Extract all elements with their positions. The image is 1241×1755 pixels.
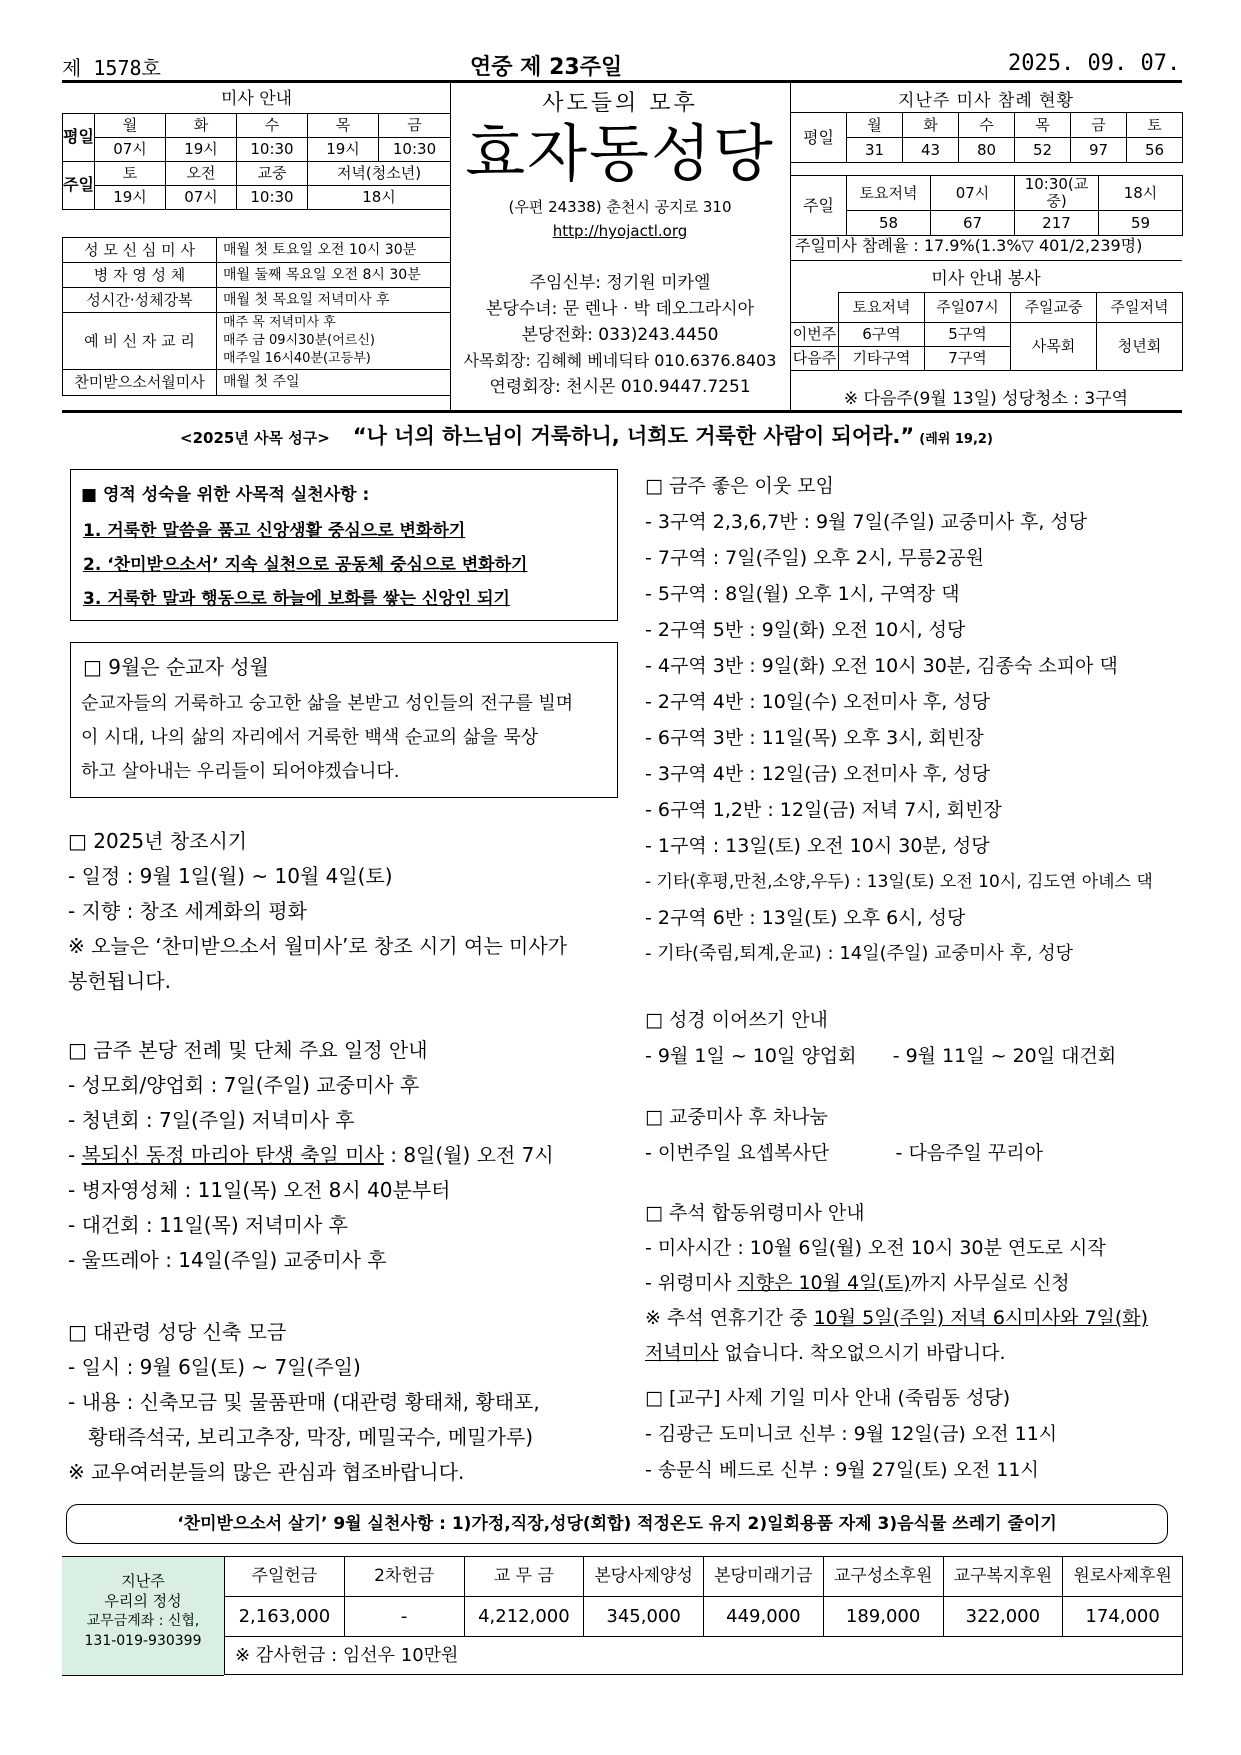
sunday-head: 저녁(청소년) <box>308 161 451 185</box>
creation-title: □ 2025년 창조시기 <box>68 829 248 853</box>
motto-ref: (레위 19,2) <box>919 432 993 447</box>
offering-value: 174,000 <box>1063 1597 1183 1637</box>
row-label: 성시간·성체강복 <box>63 288 217 313</box>
row-value-line: 매주 금 09시30분(어르신) <box>223 333 375 348</box>
feast-time: : 8일(월) 오전 7시 <box>383 1143 554 1167</box>
neighbors-line: - 6구역 1,2반 : 12일(금) 저녁 7시, 회빈장 <box>645 799 1002 821</box>
weekday-day: 수 <box>237 113 308 137</box>
parish-name: 효자동성당 <box>465 117 775 190</box>
staff-line: 사목회장: 김혜혜 베네딕타 010.6376.8403 <box>463 351 777 370</box>
weekday-time: 07시 <box>95 137 166 161</box>
offering-value: 345,000 <box>584 1597 704 1637</box>
row-value: 매월 첫 토요일 오전 10시 30분 <box>217 238 451 263</box>
offering-head: 교 무 금 <box>464 1557 584 1597</box>
offering-thanks: ※ 감사헌금 : 임선우 10만원 <box>225 1637 1183 1675</box>
tea-line: - 이번주일 요셉복사단 - 다음주일 꾸리아 <box>645 1142 1043 1164</box>
service-head: 주일교중 <box>1011 293 1097 323</box>
offering-head: 주일헌금 <box>225 1557 345 1597</box>
neighbors-line: - 2구역 5반 : 9일(화) 오전 10시, 성당 <box>645 619 966 641</box>
chuseok-line <box>645 1336 1148 1371</box>
offering-value: 322,000 <box>943 1597 1063 1637</box>
weekday-time: 10:30 <box>237 137 308 161</box>
martyrs-line: 하고 살아내는 우리들이 되어야겠습니다. <box>81 761 400 782</box>
chuseok-line: - 미사시간 : 10월 6일(월) 오전 10시 30분 연도로 시작 <box>645 1237 1106 1259</box>
diocese-title: □ [교구] 사제 기일 미사 안내 (죽림동 성당) <box>645 1387 1011 1409</box>
row-value: 매월 첫 주일 <box>217 370 451 396</box>
attendance-day: 목 <box>1015 113 1071 138</box>
attendance-count: 31 <box>847 138 903 163</box>
schedule-line: - 병자영성체 : 11일(목) 오전 8시 40분부터 <box>68 1178 451 1202</box>
attendance-weekday-table <box>790 112 1183 163</box>
weekday-time: 19시 <box>308 137 379 161</box>
neighbors-line: - 7구역 : 7일(주일) 오후 2시, 무릉2공원 <box>645 547 984 569</box>
chuseok-text: 까지 사무실로 신청 <box>910 1272 1070 1294</box>
header-bottom-rule <box>62 410 1182 413</box>
neighbors-line: - 2구역 4반 : 10일(수) 오전미사 후, 성당 <box>645 691 991 713</box>
service-cell: 7구역 <box>925 347 1011 371</box>
weekday-label: 평일 <box>63 113 95 161</box>
sunday-head: 오전 <box>166 161 237 185</box>
service-head: 주일07시 <box>925 293 1011 323</box>
weekday-day: 목 <box>308 113 379 137</box>
mass-title: 미사 안내 <box>63 86 451 113</box>
fundraise-title: □ 대관령 성당 신축 모금 <box>68 1320 287 1344</box>
attendance-weekday-label: 평일 <box>791 113 847 163</box>
parish-subtitle: 사도들의 모후 <box>542 91 698 116</box>
attendance-sunday-head: 토요저녁 <box>847 176 931 211</box>
offering-head: 2차헌금 <box>344 1557 464 1597</box>
sunday-time: 19시 <box>95 185 166 209</box>
cleaning-notice: ※ 다음주(9월 13일) 성당청소 : 3구역 <box>843 389 1129 409</box>
sunday-time: 07시 <box>166 185 237 209</box>
schedule-line: - 대건회 : 11일(목) 저녁미사 후 <box>68 1213 348 1237</box>
sunday-head: 토 <box>95 161 166 185</box>
attendance-count: 52 <box>1015 138 1071 163</box>
schedule-section <box>68 1033 554 1278</box>
offering-label: 지난주 <box>121 1572 165 1590</box>
staff-line: 주임신부: 정기원 미카엘 <box>529 273 711 293</box>
practice-item: 2. ‘찬미받으소서’ 지속 실천으로 공동체 중심으로 변화하기 <box>83 555 528 575</box>
martyrs-line: 이 시대, 나의 삶의 자리에서 거룩한 백색 순교의 삶을 묵상 <box>81 727 539 748</box>
chuseok-underline: 10월 5일(주일) 저녁 6시미사와 7일(화) <box>813 1307 1149 1329</box>
mass-schedule-table <box>62 86 451 210</box>
service-merged: 사목회 <box>1011 323 1097 371</box>
mass-extra-table <box>62 237 451 396</box>
row-label: 병 자 영 성 체 <box>63 263 217 288</box>
tea-title: □ 교중미사 후 차나눔 <box>645 1106 828 1128</box>
attendance-sunday-head: 10:30(교중) <box>1015 176 1099 211</box>
weekday-day: 월 <box>95 113 166 137</box>
practice-box <box>70 469 618 621</box>
attendance-count: 43 <box>903 138 959 163</box>
schedule-line: - 청년회 : 7일(주일) 저녁미사 후 <box>68 1108 355 1132</box>
offering-head: 본당사제양성 <box>584 1557 704 1597</box>
practice-item: 1. 거룩한 말씀을 품고 신앙생활 중심으로 변화하기 <box>83 521 466 541</box>
divider <box>790 80 791 410</box>
service-head: 주일저녁 <box>1097 293 1183 323</box>
creation-line: - 지향 : 창조 세계화의 평화 <box>68 899 307 923</box>
header-rule <box>62 80 1182 83</box>
row-label: 찬미받으소서월미사 <box>63 370 217 396</box>
bible-title: □ 성경 이어쓰기 안내 <box>645 1009 828 1031</box>
service-cell: 5구역 <box>925 323 1011 347</box>
offering-head: 교구성소후원 <box>823 1557 943 1597</box>
chuseok-line <box>645 1301 1148 1336</box>
divider <box>790 260 1182 261</box>
sunday-head: 교중 <box>237 161 308 185</box>
parish-website-link[interactable]: http://hyojactl.org <box>552 222 688 240</box>
attendance-day: 화 <box>903 113 959 138</box>
offering-value: 449,000 <box>704 1597 824 1637</box>
row-value-line: 매주일 16시40분(고등부) <box>223 351 371 366</box>
offering-head: 원로사제후원 <box>1063 1557 1183 1597</box>
attendance-rate: 주일미사 참례율 : 17.9%(1.3%▽ 401/2,239명) <box>795 236 1143 255</box>
attendance-sunday-count: 217 <box>1015 211 1099 236</box>
offering-value: 2,163,000 <box>225 1597 345 1637</box>
diocese-line: - 김광근 도미니코 신부 : 9월 12일(금) 오전 11시 <box>645 1423 1058 1445</box>
chuseok-title: □ 추석 합동위령미사 안내 <box>645 1202 865 1224</box>
issue-number: 제 1578호 <box>62 56 161 80</box>
bible-section <box>645 1002 1116 1074</box>
creation-section <box>68 824 567 999</box>
neighbors-line: - 5구역 : 8일(월) 오후 1시, 구역장 댁 <box>645 583 960 605</box>
parish-address: (우편 24338) 춘천시 공지로 310 <box>508 198 732 216</box>
schedule-title: □ 금주 본당 전례 및 단체 주요 일정 안내 <box>68 1038 428 1062</box>
attendance-day: 토 <box>1127 113 1183 138</box>
neighbors-line: - 3구역 2,3,6,7반 : 9월 7일(주일) 교중미사 후, 성당 <box>645 511 1088 533</box>
attendance-day: 수 <box>959 113 1015 138</box>
offering-label: 교무금계좌 : 신협, <box>86 1613 200 1629</box>
attendance-sunday-count: 59 <box>1099 211 1183 236</box>
service-merged: 청년회 <box>1097 323 1183 371</box>
offering-label: 우리의 정성 <box>104 1592 182 1610</box>
laudato-text: ‘찬미받으소서 살기’ 9월 실천사항 : 1)가정,직장,성당(회합) 적정온도 유지 2)일회용품 자제 3)음식물 쓰레기 줄이기 <box>177 1514 1057 1534</box>
schedule-line: - 성모회/양업회 : 7일(주일) 교중미사 후 <box>68 1073 420 1097</box>
service-table <box>790 292 1183 371</box>
service-cell: 6구역 <box>839 323 925 347</box>
laudato-banner <box>66 1504 1168 1544</box>
attendance-sunday-head: 07시 <box>931 176 1015 211</box>
chuseok-section <box>645 1196 1148 1371</box>
service-row-label: 다음주 <box>791 347 839 371</box>
diocese-section <box>645 1380 1057 1488</box>
attendance-sunday-table <box>790 175 1183 236</box>
staff-line: 본당전화: 033)243.4450 <box>521 325 719 345</box>
fundraise-line: ※ 교우여러분들의 많은 관심과 협조바랍니다. <box>68 1460 465 1484</box>
chuseok-line <box>645 1266 1148 1301</box>
martyrs-box <box>70 642 618 798</box>
creation-line: 봉헌됩니다. <box>68 969 171 993</box>
staff-line: 연령회장: 천시몬 010.9447.7251 <box>489 377 751 397</box>
neighbors-line: - 기타(후평,만천,소양,우두) : 13일(토) 오전 10시, 김도연 아녜스 댁 <box>645 872 1153 892</box>
attendance-sunday-count: 67 <box>931 211 1015 236</box>
row-label: 예 비 신 자 교 리 <box>63 313 217 370</box>
neighbors-line: - 2구역 6반 : 13일(토) 오후 6시, 성당 <box>645 907 966 929</box>
attendance-title: 지난주 미사 참례 현황 <box>897 91 1074 111</box>
offering-label: 131-019-930399 <box>84 1633 202 1649</box>
neighbors-line: - 1구역 : 13일(토) 오전 10시 30분, 성당 <box>645 835 990 857</box>
feast-name: 복되신 동정 마리아 탄생 축일 미사 <box>81 1143 384 1167</box>
schedule-line: - 울뜨레아 : 14일(주일) 교중미사 후 <box>68 1248 387 1272</box>
weekday-time: 10:30 <box>379 137 451 161</box>
chuseok-underline: 지향은 10월 4일(토) <box>737 1272 911 1294</box>
chuseok-text: - 위령미사 <box>645 1272 738 1294</box>
row-value: 매월 둘째 목요일 오전 8시 30분 <box>217 263 451 288</box>
martyrs-line: 순교자들의 거룩하고 숭고한 삶을 본받고 성인들의 전구를 빌며 <box>81 693 574 714</box>
offering-value: 4,212,000 <box>464 1597 584 1637</box>
creation-line: - 일정 : 9월 1일(월) ~ 10월 4일(토) <box>68 864 393 888</box>
attendance-sunday-head: 18시 <box>1099 176 1183 211</box>
service-row-label: 이번주 <box>791 323 839 347</box>
fundraise-section <box>68 1315 540 1490</box>
divider <box>450 80 451 410</box>
attendance-sunday-count: 58 <box>847 211 931 236</box>
practice-title: ■ 영적 성숙을 위한 사목적 실천사항 : <box>81 485 370 505</box>
neighbors-line: - 4구역 3반 : 9일(화) 오전 10시 30분, 김종숙 소피아 댁 <box>645 655 1118 677</box>
attendance-count: 56 <box>1127 138 1183 163</box>
offering-table <box>224 1556 1183 1675</box>
row-value: 매월 첫 목요일 저녁미사 후 <box>217 288 451 313</box>
martyrs-title: □ 9월은 순교자 성월 <box>83 655 269 679</box>
parish-staff <box>450 270 790 400</box>
motto-text: “나 너의 하느님이 거룩하니, 너희도 거룩한 사람이 되어라.” <box>352 424 915 448</box>
schedule-line-feast: - 복되신 동정 마리아 탄생 축일 미사 : 8일(월) 오전 7시 <box>68 1143 554 1167</box>
motto <box>180 420 993 450</box>
attendance-day: 금 <box>1071 113 1127 138</box>
attendance-count: 80 <box>959 138 1015 163</box>
chuseok-underline: 저녁미사 <box>645 1342 719 1364</box>
fundraise-line: - 내용 : 신축모금 및 물품판매 (대관령 황태채, 황태포, <box>68 1390 540 1414</box>
weekday-day: 화 <box>166 113 237 137</box>
practice-item: 3. 거룩한 말과 행동으로 하늘에 보화를 쌓는 신앙인 되기 <box>83 589 510 609</box>
sunday-label: 주일 <box>63 161 95 209</box>
neighbors-section <box>645 468 1153 972</box>
neighbors-line: - 6구역 3반 : 11일(목) 오후 3시, 회빈장 <box>645 727 984 749</box>
neighbors-title: □ 금주 좋은 이웃 모임 <box>645 475 834 497</box>
liturgical-week: 연중 제 23주일 <box>470 55 623 80</box>
offering-head: 본당미래기금 <box>704 1557 824 1597</box>
chuseok-text: 없습니다. 착오없으시기 바랍니다. <box>718 1342 1006 1364</box>
empty-cell <box>791 293 839 323</box>
staff-line: 본당수녀: 문 렌나 · 박 데오그라시아 <box>485 299 755 319</box>
issue-date: 2025. 09. 07. <box>1008 51 1181 76</box>
fundraise-line: - 일시 : 9월 6일(토) ~ 7일(주일) <box>68 1355 361 1379</box>
weekday-time: 19시 <box>166 137 237 161</box>
attendance-count: 97 <box>1071 138 1127 163</box>
offering-value: - <box>344 1597 464 1637</box>
attendance-sunday-label: 주일 <box>791 176 847 236</box>
neighbors-line: - 기타(죽림,퇴계,운교) : 14일(주일) 교중미사 후, 성당 <box>645 943 1074 964</box>
sunday-time: 10:30 <box>237 185 308 209</box>
row-label: 성 모 신 심 미 사 <box>63 238 217 263</box>
row-value-line: 매주 목 저녁미사 후 <box>223 315 336 330</box>
attendance-day: 월 <box>847 113 903 138</box>
offering-value: 189,000 <box>823 1597 943 1637</box>
chuseok-text: ※ 추석 연휴기간 중 <box>645 1307 814 1329</box>
diocese-line: - 송문식 베드로 신부 : 9월 27일(토) 오전 11시 <box>645 1459 1039 1481</box>
tea-section <box>645 1099 1043 1171</box>
motto-label: <2025년 사목 성구> <box>180 429 330 447</box>
neighbors-line: - 3구역 4반 : 12일(금) 오전미사 후, 성당 <box>645 763 991 785</box>
sunday-time: 18시 <box>308 185 451 209</box>
bible-line: - 9월 1일 ~ 10일 양업회 - 9월 11일 ~ 20일 대건회 <box>645 1045 1117 1067</box>
fundraise-line: 황태즉석국, 보리고추장, 막장, 메밀국수, 메밀가루) <box>88 1425 534 1449</box>
offering-label-box <box>62 1556 224 1676</box>
service-cell: 기타구역 <box>839 347 925 371</box>
service-head: 토요저녁 <box>839 293 925 323</box>
service-title: 미사 안내 봉사 <box>931 269 1041 289</box>
offering-head: 교구복지후원 <box>943 1557 1063 1597</box>
weekday-day: 금 <box>379 113 451 137</box>
creation-line: ※ 오늘은 ‘찬미받으소서 월미사’로 창조 시기 여는 미사가 <box>68 934 568 958</box>
